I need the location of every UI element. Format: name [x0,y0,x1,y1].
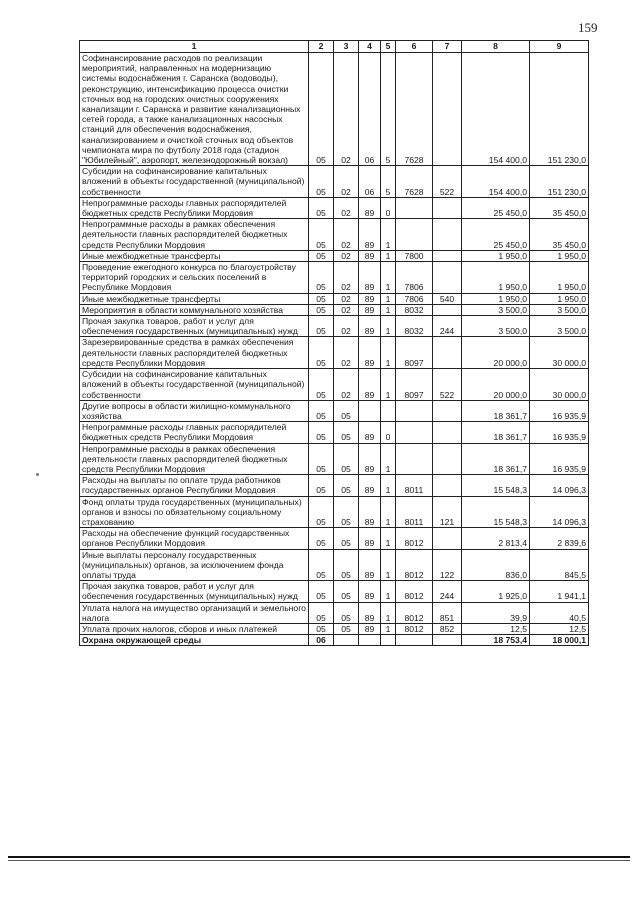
section-total-row [80,635,589,646]
row-value-cell: 18 361,7 [462,443,530,475]
row-value-cell: 3 500,0 [462,304,530,315]
row-value-cell: 05 [309,262,334,294]
row-value-cell: 05 [309,337,334,369]
table-row [80,166,589,198]
row-value-cell: 05 [334,400,359,421]
row-name-cell: Фонд оплаты труда государственных (муниципальных) органов и взносы по обязательному социальному страхованию [80,496,309,528]
row-value-cell: 8012 [396,528,433,549]
table-body [80,53,589,646]
row-value-cell: 05 [309,304,334,315]
row-name-cell: Непрограммные расходы главных распорядителей бюджетных средств Республики Мордовия [80,422,309,443]
row-value-cell: 89 [359,337,381,369]
row-value-cell: 02 [334,293,359,304]
row-value-cell: 1 [381,293,396,304]
row-value-cell: 89 [359,219,381,251]
scan-speck [36,473,39,476]
row-value-cell: 1 [381,496,396,528]
table-row [80,197,589,218]
row-name-cell: Непрограммные расходы в рамках обеспечения деятельности главных распорядителей бюджетных средств Республики Мордовия [80,443,309,475]
row-value-cell: 2 813,4 [462,528,530,549]
row-value-cell: 89 [359,443,381,475]
row-value-cell [433,250,462,261]
row-value-cell: 8032 [396,304,433,315]
row-value-cell: 05 [309,166,334,198]
row-value-cell: 8012 [396,549,433,581]
row-value-cell: 05 [309,316,334,337]
row-name-cell: Софинансирование расходов по реализации мероприятий, направленных на модернизацию системы водоснабжения г. Саранска (водоводы), реконструкцию, интенсификацию процесса очистки сточных вод на городских очистных сооружениях канализации г. Саранска и развитие канализационных сетей города, а также канализационных насосных станций для обеспечения водоснабжения, канализированием и очисткой сточных вод объектов чемпионата мира по футболу 2018 года (стадион "Юбилейный", аэропорт, железнодорожный вокзал) [80,53,309,166]
row-value-cell: 02 [334,219,359,251]
row-value-cell: 05 [309,400,334,421]
row-value-cell: 05 [334,422,359,443]
row-value-cell: 02 [334,166,359,198]
row-value-cell: 1 [381,250,396,261]
row-value-cell: 16 935,9 [530,422,589,443]
row-value-cell: 05 [334,528,359,549]
table-row [80,422,589,443]
row-name-cell: Охрана окружающей среды [80,635,309,646]
row-value-cell: 0 [381,422,396,443]
row-name-cell: Другие вопросы в области жилищно-коммунального хозяйства [80,400,309,421]
row-name-cell: Иные межбюджетные трансферты [80,293,309,304]
row-value-cell [433,304,462,315]
budget-table [79,40,589,646]
table-row [80,293,589,304]
row-value-cell: 02 [334,316,359,337]
row-value-cell: 16 935,9 [530,400,589,421]
row-value-cell: 89 [359,369,381,401]
row-value-cell: 1 950,0 [530,293,589,304]
row-value-cell: 851 [433,602,462,623]
row-value-cell: 89 [359,475,381,496]
row-value-cell [396,635,433,646]
row-value-cell: 7806 [396,262,433,294]
row-value-cell: 89 [359,581,381,602]
row-value-cell: 02 [334,53,359,166]
row-value-cell: 16 935,9 [530,443,589,475]
row-value-cell: 05 [309,219,334,251]
row-value-cell: 1 [381,528,396,549]
row-value-cell [396,422,433,443]
column-header: 3 [334,41,359,53]
row-value-cell [396,197,433,218]
row-name-cell: Расходы на выплаты по оплате труда работников государственных органов Республики Мордовия [80,475,309,496]
row-value-cell: 20 000,0 [462,337,530,369]
table-row [80,475,589,496]
row-value-cell: 1 [381,337,396,369]
table-row [80,250,589,261]
row-value-cell: 02 [334,197,359,218]
row-value-cell: 5 [381,53,396,166]
row-value-cell: 852 [433,623,462,634]
row-value-cell: 20 000,0 [462,369,530,401]
row-value-cell: 40,5 [530,602,589,623]
row-value-cell: 05 [334,496,359,528]
row-value-cell: 02 [334,250,359,261]
row-value-cell [396,400,433,421]
column-header: 9 [530,41,589,53]
row-name-cell: Уплата налога на имущество организаций и земельного налога [80,602,309,623]
row-value-cell [433,475,462,496]
row-value-cell: 05 [309,250,334,261]
row-value-cell: 1 950,0 [530,250,589,261]
row-value-cell: 05 [309,443,334,475]
row-value-cell: 1 925,0 [462,581,530,602]
row-value-cell: 89 [359,197,381,218]
row-name-cell: Расходы на обеспечение функций государственных органов Республики Мордовия [80,528,309,549]
table-row [80,316,589,337]
row-value-cell: 1 [381,623,396,634]
row-value-cell: 02 [334,262,359,294]
row-value-cell: 25 450,0 [462,197,530,218]
row-value-cell: 05 [309,602,334,623]
table-row [80,581,589,602]
row-value-cell: 02 [334,304,359,315]
table-row [80,219,589,251]
row-value-cell [433,337,462,369]
row-value-cell: 14 096,3 [530,475,589,496]
row-value-cell: 8012 [396,623,433,634]
row-value-cell: 05 [309,496,334,528]
row-value-cell: 121 [433,496,462,528]
row-value-cell [433,422,462,443]
row-value-cell [433,197,462,218]
row-value-cell [359,635,381,646]
row-value-cell: 7628 [396,53,433,166]
row-value-cell: 89 [359,250,381,261]
row-value-cell: 89 [359,293,381,304]
row-value-cell: 154 400,0 [462,53,530,166]
row-value-cell: 1 [381,304,396,315]
row-value-cell: 30 000,0 [530,369,589,401]
row-value-cell: 89 [359,496,381,528]
row-value-cell: 1 [381,262,396,294]
row-value-cell: 89 [359,623,381,634]
row-value-cell: 2 839,6 [530,528,589,549]
row-value-cell: 05 [309,549,334,581]
row-value-cell: 02 [334,337,359,369]
row-value-cell [381,635,396,646]
column-header: 5 [381,41,396,53]
row-value-cell: 1 [381,443,396,475]
row-value-cell: 12,5 [462,623,530,634]
table-row [80,443,589,475]
row-value-cell: 89 [359,549,381,581]
row-value-cell [433,262,462,294]
row-value-cell: 1 950,0 [530,262,589,294]
row-value-cell: 151 230,0 [530,53,589,166]
header-row [80,41,589,53]
row-value-cell: 89 [359,304,381,315]
row-value-cell: 05 [309,293,334,304]
row-value-cell: 14 096,3 [530,496,589,528]
row-value-cell: 8032 [396,316,433,337]
row-value-cell: 05 [309,581,334,602]
row-value-cell [433,443,462,475]
table-row [80,549,589,581]
table-row [80,369,589,401]
row-value-cell: 7806 [396,293,433,304]
row-value-cell: 3 500,0 [530,316,589,337]
row-value-cell: 02 [334,369,359,401]
row-value-cell: 89 [359,422,381,443]
row-value-cell: 8011 [396,475,433,496]
row-value-cell: 1 950,0 [462,293,530,304]
row-value-cell: 1 [381,549,396,581]
table-row [80,602,589,623]
row-value-cell: 18 361,7 [462,400,530,421]
row-value-cell: 89 [359,316,381,337]
row-value-cell: 1 [381,581,396,602]
row-value-cell [381,400,396,421]
row-value-cell: 1 950,0 [462,250,530,261]
page-bottom-rule-thin [8,860,630,861]
row-value-cell: 836,0 [462,549,530,581]
row-value-cell [396,443,433,475]
row-value-cell: 151 230,0 [530,166,589,198]
row-name-cell: Непрограммные расходы в рамках обеспечения деятельности главных распорядителей бюджетных средств Республики Мордовия [80,219,309,251]
row-value-cell: 18 753,4 [462,635,530,646]
row-value-cell: 18 361,7 [462,422,530,443]
row-value-cell: 1 950,0 [462,262,530,294]
row-value-cell: 06 [359,53,381,166]
row-value-cell: 845,5 [530,549,589,581]
row-value-cell: 8097 [396,337,433,369]
page-number: 159 [578,20,598,35]
row-value-cell [334,635,359,646]
row-value-cell: 8097 [396,369,433,401]
row-value-cell: 05 [334,443,359,475]
column-header: 4 [359,41,381,53]
row-name-cell: Непрограммные расходы главных распорядителей бюджетных средств Республики Мордовия [80,197,309,218]
row-value-cell: 89 [359,602,381,623]
row-value-cell: 25 450,0 [462,219,530,251]
row-value-cell: 8012 [396,581,433,602]
row-value-cell: 05 [334,581,359,602]
column-header: 6 [396,41,433,53]
table-row [80,528,589,549]
row-value-cell [433,53,462,166]
row-value-cell: 1 [381,316,396,337]
row-value-cell: 1 [381,602,396,623]
table-row [80,400,589,421]
column-header: 1 [80,41,309,53]
row-value-cell: 244 [433,581,462,602]
row-value-cell: 89 [359,262,381,294]
row-value-cell: 5 [381,166,396,198]
row-value-cell: 540 [433,293,462,304]
table-header [80,41,589,53]
row-value-cell: 35 450,0 [530,197,589,218]
row-value-cell: 05 [309,369,334,401]
row-value-cell: 1 [381,475,396,496]
row-value-cell: 0 [381,197,396,218]
row-value-cell: 06 [309,635,334,646]
table-row [80,623,589,634]
row-value-cell: 8011 [396,496,433,528]
row-value-cell: 05 [334,475,359,496]
row-name-cell: Мероприятия в области коммунального хозяйства [80,304,309,315]
table-row [80,304,589,315]
column-header: 7 [433,41,462,53]
column-header: 2 [309,41,334,53]
row-value-cell: 244 [433,316,462,337]
row-value-cell: 05 [334,549,359,581]
table-row [80,53,589,166]
row-value-cell [433,635,462,646]
row-name-cell: Проведение ежегодного конкурса по благоустройству территорий городских и сельских поселений в Республике Мордовия [80,262,309,294]
row-value-cell [359,400,381,421]
row-name-cell: Зарезервированные средства в рамках обеспечения деятельности главных распорядителей бюджетных средств Республики Мордовия [80,337,309,369]
row-value-cell: 15 548,3 [462,496,530,528]
page-bottom-rule [8,856,630,858]
row-value-cell: 05 [309,422,334,443]
row-value-cell: 3 500,0 [530,304,589,315]
row-value-cell: 30 000,0 [530,337,589,369]
row-value-cell: 522 [433,166,462,198]
row-value-cell [433,528,462,549]
row-value-cell: 35 450,0 [530,219,589,251]
row-value-cell: 8012 [396,602,433,623]
row-value-cell: 3 500,0 [462,316,530,337]
row-value-cell: 1 941,1 [530,581,589,602]
table-row [80,496,589,528]
row-name-cell: Иные межбюджетные трансферты [80,250,309,261]
row-name-cell: Уплата прочих налогов, сборов и иных платежей [80,623,309,634]
row-value-cell: 1 [381,219,396,251]
row-name-cell: Прочая закупка товаров, работ и услуг для обеспечения государственных (муниципальных) нужд [80,316,309,337]
row-name-cell: Прочая закупка товаров, работ и услуг для обеспечения государственных (муниципальных) нужд [80,581,309,602]
row-value-cell [433,400,462,421]
row-value-cell: 1 [381,369,396,401]
row-value-cell: 7628 [396,166,433,198]
row-value-cell: 05 [334,602,359,623]
row-name-cell: Иные выплаты персоналу государственных (муниципальных) органов, за исключением фонда оплаты труда [80,549,309,581]
row-value-cell: 05 [309,528,334,549]
table-row [80,262,589,294]
row-value-cell: 06 [359,166,381,198]
row-value-cell: 05 [309,623,334,634]
row-value-cell: 12,5 [530,623,589,634]
row-value-cell: 18 000,1 [530,635,589,646]
row-value-cell: 89 [359,528,381,549]
row-value-cell: 15 548,3 [462,475,530,496]
row-value-cell [396,219,433,251]
row-value-cell: 05 [309,53,334,166]
row-value-cell: 39,9 [462,602,530,623]
table-row [80,337,589,369]
row-value-cell: 05 [334,623,359,634]
row-value-cell: 7800 [396,250,433,261]
row-name-cell: Субсидии на софинансирование капитальных вложений в объекты государственной (муниципальной) собственности [80,166,309,198]
row-value-cell: 122 [433,549,462,581]
row-value-cell: 154 400,0 [462,166,530,198]
row-value-cell: 05 [309,197,334,218]
row-value-cell: 05 [309,475,334,496]
row-value-cell [433,219,462,251]
row-value-cell: 522 [433,369,462,401]
column-header: 8 [462,41,530,53]
row-name-cell: Субсидии на софинансирование капитальных вложений в объекты государственной (муниципальной) собственности [80,369,309,401]
